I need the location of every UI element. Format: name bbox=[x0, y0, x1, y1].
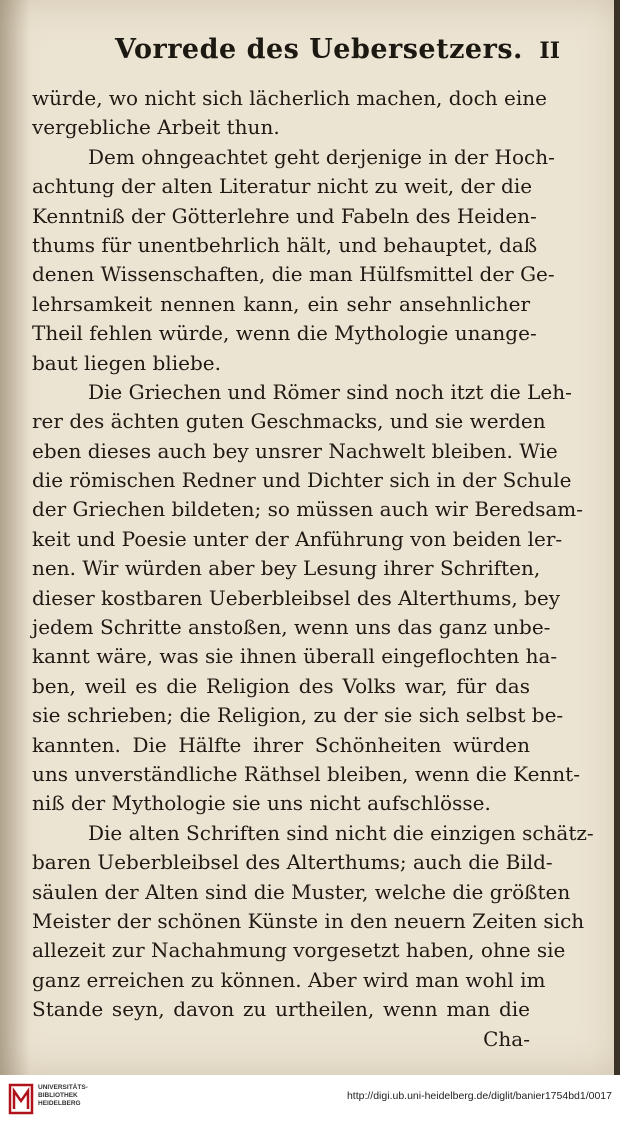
text-line: Die alten Schriften sind nicht die einzigen schätz- bbox=[88, 820, 594, 845]
text-line: Meister der schönen Künste in den neuern Zeiten sich bbox=[32, 908, 585, 933]
text-line: denen Wissenschaften, die man Hülfsmittel der Ge- bbox=[32, 262, 555, 287]
text-line: säulen der Alten sind die Muster, welche die größten bbox=[32, 879, 571, 904]
text-line: eben dieses auch bey unsrer Nachwelt bleiben. Wie bbox=[32, 438, 558, 463]
text-line: baut liegen bliebe. bbox=[32, 350, 221, 375]
viewer-footer bbox=[0, 1075, 620, 1122]
text-line: achtung der alten Literatur nicht zu weit, der die bbox=[32, 174, 533, 199]
source-url[interactable]: http://digi.ub.uni-heidelberg.de/diglit/banier1754bd1/0017 bbox=[346, 1090, 612, 1102]
text-line: Stande seyn, davon zu urtheilen, wenn man die bbox=[32, 997, 530, 1022]
text-line: keit und Poesie unter der Anführung von beiden ler- bbox=[32, 526, 563, 551]
text-line: ben, weil es die Religion des Volks war, für das bbox=[32, 673, 530, 698]
text-line: kannten. Die Hälfte ihrer Schönheiten würden bbox=[32, 732, 530, 757]
text-line: rer des ächten guten Geschmacks, und sie werden bbox=[32, 409, 546, 434]
text-line: allezeit zur Nachahmung vorgesetzt haben, ohne sie bbox=[32, 938, 566, 963]
text-line: thums für unentbehrlich hält, und behauptet, daß bbox=[32, 232, 538, 257]
page-header bbox=[105, 34, 560, 74]
text-line: lehrsamkeit nennen kann, ein sehr ansehnlicher bbox=[32, 291, 530, 316]
catchword: Cha- bbox=[483, 1026, 530, 1051]
text-line: jedem Schritte anstoßen, wenn uns das ganz unbe- bbox=[32, 615, 551, 640]
text-line: Kenntniß der Götterlehre und Fabeln des Heiden- bbox=[32, 203, 537, 228]
text-line: Die Griechen und Römer sind noch itzt die Leh- bbox=[88, 379, 572, 404]
text-line: baren Ueberbleibsel des Alterthums; auch die Bild- bbox=[32, 850, 553, 875]
text-line: Theil fehlen würde, wenn die Mythologie unange- bbox=[32, 321, 537, 346]
text-line: ganz erreichen zu können. Aber wird man wohl im bbox=[32, 967, 546, 992]
text-line: kannt wäre, was sie ihnen überall eingeflochten ha- bbox=[32, 644, 558, 669]
text-line: die römischen Redner und Dichter sich in der Schule bbox=[32, 468, 572, 493]
text-line: sie schrieben; die Religion, zu der sie sich selbst be- bbox=[32, 703, 564, 728]
page-edge bbox=[614, 0, 620, 1075]
text-line: uns unverständliche Räthsel bleiben, wenn die Kennt- bbox=[32, 761, 580, 786]
text-line: vergebliche Arbeit thun. bbox=[32, 115, 280, 140]
university-library-logo-icon bbox=[8, 1083, 34, 1115]
text-line: der Griechen bildeten; so müssen auch wir Beredsam- bbox=[32, 497, 583, 522]
text-line: dieser kostbaren Ueberbleibsel des Alterthums, bey bbox=[32, 585, 561, 610]
text-line: würde, wo nicht sich lächerlich machen, doch eine bbox=[32, 86, 547, 110]
text-line: Dem ohngeachtet geht derjenige in der Hoch- bbox=[88, 144, 555, 169]
text-line: nen. Wir würden aber bey Lesung ihrer Schriften, bbox=[32, 556, 541, 581]
body-text bbox=[32, 84, 594, 1054]
running-title: Vorrede des Uebersetzers. bbox=[115, 34, 523, 65]
text-line: niß der Mythologie sie uns nicht aufschlösse. bbox=[32, 791, 491, 816]
library-name: UNIVERSITÄTS- BIBLIOTHEK HEIDELBERG bbox=[38, 1084, 88, 1107]
page-number: II bbox=[539, 38, 560, 64]
